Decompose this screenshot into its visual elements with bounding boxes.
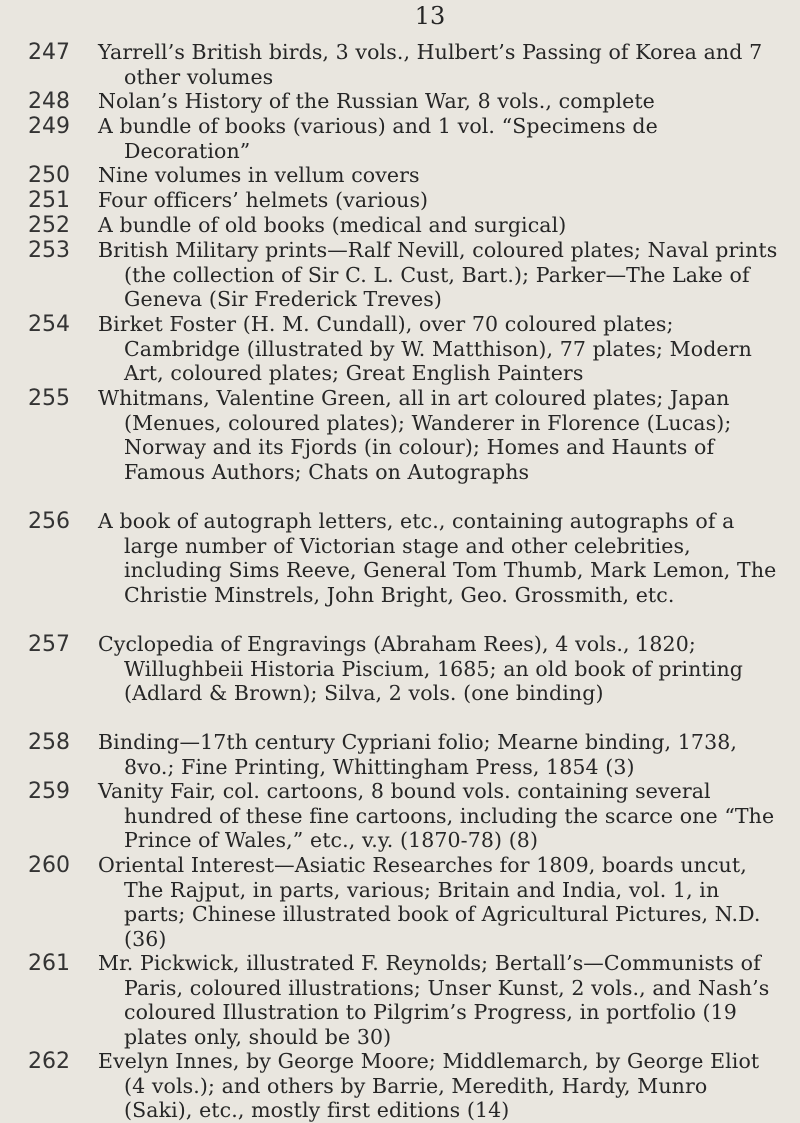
lot-number: 259 xyxy=(28,779,70,804)
lot-description: Four officers’ helmets (various) xyxy=(98,188,429,212)
lot-description: Vanity Fair, col. cartoons, 8 bound vols. containing several hundred of these fine cartoons, including the scarce one “The Prince of Wales,” etc., v.y. (1870-78) (8) xyxy=(98,779,775,853)
lot-entry xyxy=(0,188,800,213)
lot-number: 253 xyxy=(28,238,70,263)
lot-entry xyxy=(0,163,800,188)
lot-entry xyxy=(0,632,800,730)
lot-number: 252 xyxy=(28,213,70,238)
lot-entry xyxy=(0,114,800,163)
lot-entry xyxy=(0,213,800,238)
lot-number: 261 xyxy=(28,951,70,976)
lot-entry xyxy=(0,779,800,853)
lot-entry xyxy=(0,730,800,779)
lot-description: A book of autograph letters, etc., containing autographs of a large number of Victorian stage and other celebrities, including Sims Reeve, General Tom Thumb, Mark Lemon, The Christie Minstrels, John Bright, Geo. Grossmith, etc. xyxy=(98,509,777,607)
lot-number: 249 xyxy=(28,114,70,139)
lot-description: Nolan’s History of the Russian War, 8 vols., complete xyxy=(98,89,655,113)
lot-description: Birket Foster (H. M. Cundall), over 70 coloured plates; Cambridge (illustrated by W. Matthison), 77 plates; Modern Art, coloured plates; Great English Painters xyxy=(98,312,752,386)
lot-description: British Military prints—Ralf Nevill, coloured plates; Naval prints (the collection of Sir C. L. Cust, Bart.); Parker—The Lake of Geneva (Sir Frederick Treves) xyxy=(98,238,778,312)
lot-entry xyxy=(0,312,800,386)
lot-number: 256 xyxy=(28,509,70,534)
lot-number: 262 xyxy=(28,1049,70,1074)
lot-number: 258 xyxy=(28,730,70,755)
lot-entry xyxy=(0,238,800,312)
lot-description: A bundle of books (various) and 1 vol. “Specimens de Decoration” xyxy=(98,114,658,163)
lot-number: 250 xyxy=(28,163,70,188)
lot-number: 247 xyxy=(28,40,70,65)
lot-entry xyxy=(0,509,800,632)
lot-list xyxy=(0,40,800,1123)
lot-number: 254 xyxy=(28,312,70,337)
lot-entry xyxy=(0,386,800,509)
page-number: 13 xyxy=(414,2,446,30)
lot-entry xyxy=(0,89,800,114)
lot-entry xyxy=(0,951,800,1049)
lot-entry xyxy=(0,1049,800,1123)
lot-number: 248 xyxy=(28,89,70,114)
lot-entry xyxy=(0,40,800,89)
lot-description: Yarrell’s British birds, 3 vols., Hulbert’s Passing of Korea and 7 other volumes xyxy=(98,40,763,89)
lot-description: Cyclopedia of Engravings (Abraham Rees), 4 vols., 1820; Willughbeii Historia Piscium, 1685; an old book of printing (Adlard & Brown); Silva, 2 vols. (one binding) xyxy=(98,632,743,706)
lot-number: 260 xyxy=(28,853,70,878)
lot-description: Whitmans, Valentine Green, all in art coloured plates; Japan (Menues, coloured plates); Wanderer in Florence (Lucas); Norway and its Fjords (in colour); Homes and Haunts of Famous Authors; Chats on Autographs xyxy=(98,386,732,484)
lot-number: 255 xyxy=(28,386,70,411)
lot-description: Oriental Interest—Asiatic Researches for 1809, boards uncut, The Rajput, in parts, various; Britain and India, vol. 1, in parts; Chinese illustrated book of Agricultural Pictures, N.D. (36) xyxy=(98,853,761,951)
lot-description: Nine volumes in vellum covers xyxy=(98,163,420,187)
lot-entry xyxy=(0,853,800,951)
lot-description: Mr. Pickwick, illustrated F. Reynolds; Bertall’s—Communists of Paris, coloured illustrations; Unser Kunst, 2 vols., and Nash’s coloured Illustration to Pilgrim’s Progress, in portfolio (19 plates only, should be 30) xyxy=(98,951,770,1049)
lot-number: 251 xyxy=(28,188,70,213)
lot-description: Evelyn Innes, by George Moore; Middlemarch, by George Eliot (4 vols.); and others by Barrie, Meredith, Hardy, Munro (Saki), etc., mostly first editions (14) xyxy=(98,1049,760,1123)
lot-description: Binding—17th century Cypriani folio; Mearne binding, 1738, 8vo.; Fine Printing, Whittingham Press, 1854 (3) xyxy=(98,730,737,779)
lot-number: 257 xyxy=(28,632,70,657)
lot-description: A bundle of old books (medical and surgical) xyxy=(98,213,567,237)
